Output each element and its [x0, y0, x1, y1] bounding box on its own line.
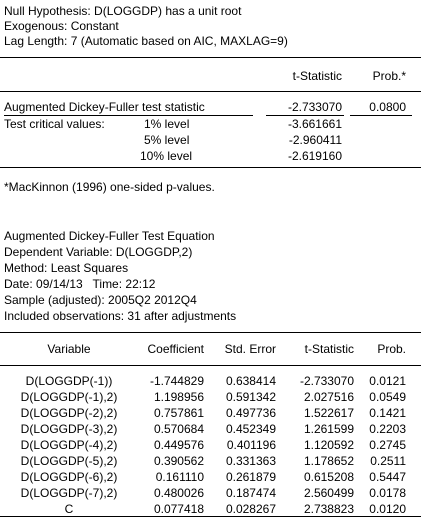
- reg-cell-coefficient: 1.198956: [153, 390, 204, 404]
- reg-cell-coefficient: 0.480026: [153, 486, 204, 500]
- reg-header-rule: [0, 365, 421, 366]
- reg-cell-tstat: 2.027516: [303, 390, 354, 404]
- reg-cell-std-error: 0.497736: [225, 406, 276, 420]
- adf-stat-value-underline: [266, 115, 344, 116]
- reg-cell-variable: D(LOGGDP(-6),2): [20, 470, 118, 484]
- reg-table-bottom-rule: [0, 516, 421, 517]
- critical-level-value: -2.619160: [287, 149, 342, 163]
- null-hypothesis: Null Hypothesis: D(LOGGDP) has a unit root: [4, 4, 242, 18]
- reg-cell-std-error: 0.452349: [225, 422, 276, 436]
- adf-stat-label: Augmented Dickey-Fuller test statistic: [4, 100, 205, 114]
- reg-cell-prob: 0.1421: [369, 406, 406, 420]
- reg-header-coefficient: Coefficient: [147, 342, 204, 356]
- reg-header-prob: Prob.: [377, 342, 406, 356]
- reg-cell-variable: D(LOGGDP(-2),2): [20, 406, 118, 420]
- reg-cell-tstat: 0.615208: [303, 470, 354, 484]
- reg-cell-std-error: 0.261879: [225, 470, 276, 484]
- reg-cell-prob: 0.2511: [370, 454, 406, 468]
- exogenous-line: Exogenous: Constant: [4, 19, 119, 33]
- critical-level-label: 5% level: [144, 133, 190, 147]
- reg-cell-coefficient: 0.390562: [153, 454, 204, 468]
- reg-header-std-error: Std. Error: [224, 342, 276, 356]
- reg-cell-tstat: 1.522617: [303, 406, 354, 420]
- reg-cell-variable: D(LOGGDP(-3),2): [20, 422, 118, 436]
- sample-line: Sample (adjusted): 2005Q2 2012Q4: [4, 293, 197, 307]
- adf-header-rule: [0, 91, 421, 92]
- adf-stat-prob-underline: [350, 115, 412, 116]
- reg-cell-std-error: 0.401196: [226, 438, 276, 452]
- reg-cell-prob: 0.0549: [369, 390, 406, 404]
- reg-cell-variable: D(LOGGDP(-5),2): [20, 454, 118, 468]
- reg-cell-prob: 0.0121: [369, 374, 406, 388]
- equation-title: Augmented Dickey-Fuller Test Equation: [4, 229, 215, 243]
- reg-cell-tstat: 1.120592: [303, 438, 354, 452]
- critical-level-value: -2.960411: [288, 133, 342, 147]
- adf-stat-value: -2.733070: [287, 100, 342, 114]
- reg-cell-variable: D(LOGGDP(-1)): [25, 374, 113, 388]
- adf-table-bottom-rule: [0, 167, 421, 168]
- reg-cell-prob: 0.2203: [369, 422, 406, 436]
- reg-header-variable: Variable: [47, 342, 91, 356]
- reg-cell-coefficient: -1.744829: [149, 374, 204, 388]
- adf-table-top-rule: [0, 57, 421, 58]
- reg-cell-variable: D(LOGGDP(-1),2): [20, 390, 118, 404]
- reg-cell-prob: 0.0178: [369, 486, 406, 500]
- reg-cell-tstat: 1.261599: [303, 422, 354, 436]
- adf-stat-underline: [4, 115, 253, 116]
- reg-table-top-rule: [0, 332, 421, 333]
- critical-level-value: -3.661661: [287, 117, 342, 131]
- reg-cell-prob: 0.5447: [369, 470, 406, 484]
- reg-cell-std-error: 0.331363: [225, 454, 276, 468]
- critical-level-label: 1% level: [144, 117, 190, 131]
- reg-header-tstat: t-Statistic: [304, 342, 354, 356]
- reg-cell-coefficient: 0.570684: [153, 422, 204, 436]
- reg-cell-variable: D(LOGGDP(-7),2): [20, 486, 118, 500]
- critical-level-label: 10% level: [140, 149, 193, 163]
- reg-cell-coefficient: 0.161110: [155, 470, 204, 484]
- lag-length-line: Lag Length: 7 (Automatic based on AIC, MAXLAG=9): [4, 34, 288, 48]
- method-line: Method: Least Squares: [4, 261, 129, 275]
- date-time-line: Date: 09/14/13 Time: 22:12: [4, 277, 156, 291]
- reg-cell-prob: 0.0120: [369, 502, 406, 516]
- reg-cell-std-error: 0.591342: [225, 390, 276, 404]
- reg-cell-tstat: 2.738823: [303, 502, 354, 516]
- reg-cell-tstat: 2.560499: [303, 486, 354, 500]
- reg-cell-prob: 0.2745: [369, 438, 406, 452]
- adf-col-tstat: t-Statistic: [292, 69, 342, 83]
- reg-cell-std-error: 0.638414: [225, 374, 276, 388]
- observations-line: Included observations: 31 after adjustments: [4, 309, 237, 323]
- reg-cell-std-error: 0.187474: [225, 486, 276, 500]
- reg-cell-coefficient: 0.757861: [153, 406, 204, 420]
- reg-cell-coefficient: 0.449576: [153, 438, 204, 452]
- critical-values-label: Test critical values:: [4, 117, 105, 131]
- dependent-variable: Dependent Variable: D(LOGGDP,2): [4, 245, 193, 259]
- adf-col-prob: Prob.*: [372, 69, 406, 83]
- mackinnon-footnote: *MacKinnon (1996) one-sided p-values.: [4, 180, 215, 194]
- reg-cell-variable: D(LOGGDP(-4),2): [20, 438, 118, 452]
- reg-cell-tstat: -2.733070: [299, 374, 354, 388]
- reg-cell-tstat: 1.178652: [303, 454, 354, 468]
- adf-stat-prob: 0.0800: [369, 100, 406, 114]
- reg-cell-coefficient: 0.077418: [153, 502, 204, 516]
- reg-cell-variable: C: [64, 502, 74, 516]
- reg-cell-std-error: 0.028267: [225, 502, 276, 516]
